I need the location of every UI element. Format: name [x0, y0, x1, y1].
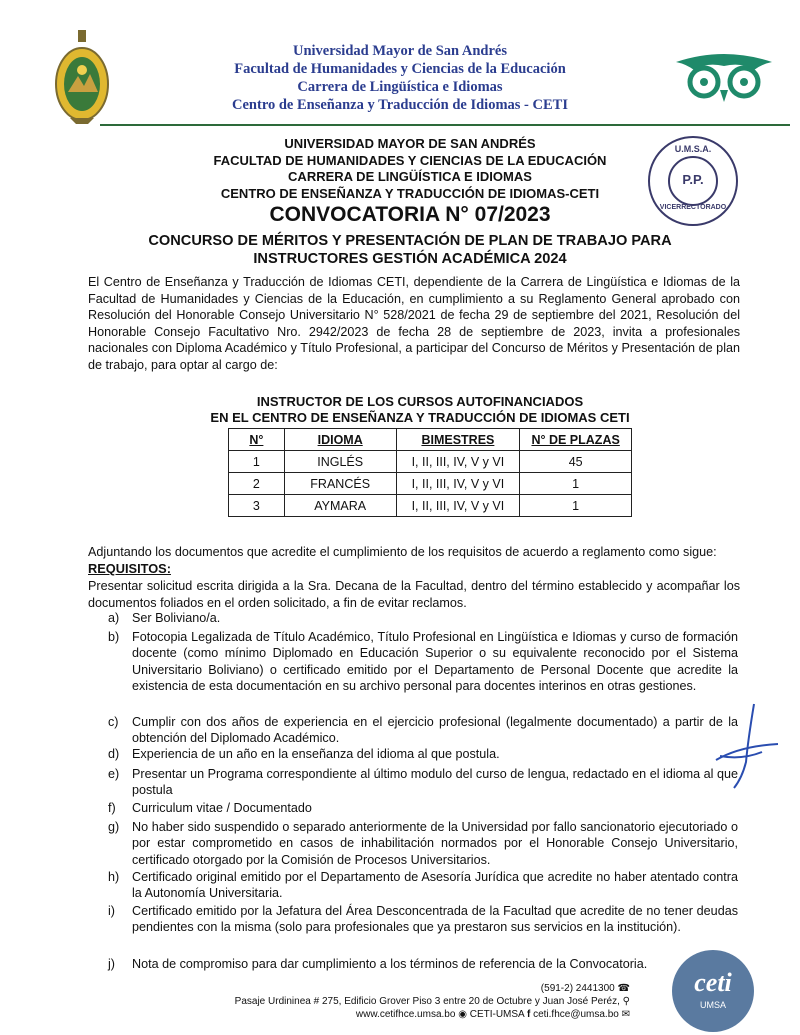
table-row [229, 473, 632, 495]
list-item [108, 714, 738, 747]
table-cell: I, II, III, IV, V y VI [396, 451, 520, 473]
stamp-bottom-text: VICERRECTORADO [659, 204, 727, 211]
list-item-text: Fotocopia Legalizada de Título Académico, Título Profesional en Lingüística e Idiomas y curso de formación docente (como mínimo Diplomado en Educación Superior o su equivalente reconocido por el Sistema Universitario Boliviano) o certificado emitido por el Departamento de Personal Docente que acredite la existencia de esta documentación en su archivo personal para docentes interinos en otras gestiones. [132, 630, 738, 693]
table-cell: I, II, III, IV, V y VI [396, 473, 520, 495]
requisitos-intro: Presentar solicitud escrita dirigida a la Sra. Decana de la Facultad, dentro del término establecido y acompañar los documentos foliados en el orden solicitado, a fin de evitar reclamos. [88, 579, 740, 610]
ceti-logo-sub: UMSA [699, 1000, 726, 1010]
table-cell: AYMARA [284, 495, 396, 517]
convocatoria-title: CONVOCATORIA N° 07/2023 [269, 203, 551, 226]
footer-address: Pasaje Urdininea # 275, Edificio Grover Piso 3 entre 20 de Octubre y Juan José Peréz, [234, 996, 620, 1007]
list-item-text: Certificado emitido por la Jefatura del Área Desconcentrada de la Facultad que acredite de no tener deudas pendientes con la misma (solo para profesionales que ya prestaron sus servicios en la institución). [132, 904, 738, 935]
ceti-logo-text: ceti [694, 968, 732, 997]
footer-phone: (591-2) 2441300 [540, 983, 615, 994]
adjuntando-text: Adjuntando los documentos que acredite el cumplimiento de los requisitos de acuerdo a reglamento como sigue: [88, 545, 717, 559]
table-cell: 1 [229, 451, 285, 473]
requisitos-title: REQUISITOS: [88, 561, 171, 576]
list-item [108, 610, 738, 626]
header-divider [100, 124, 790, 126]
heading-line1: UNIVERSIDAD MAYOR DE SAN ANDRÉS [284, 136, 536, 151]
list-item [108, 869, 738, 902]
letterhead-line1: Universidad Mayor de San Andrés [292, 43, 508, 59]
list-item-letter: d) [108, 747, 120, 761]
heading-line4: CENTRO DE ENSEÑANZA Y TRADUCCIÓN DE IDIOMAS-CETI [220, 185, 600, 201]
list-item [108, 629, 738, 694]
letterhead-line2: Facultad de Humanidades y Ciencias de la Educación [234, 61, 566, 77]
list-item-text: Nota de compromiso para dar cumplimiento a los términos de referencia de la Convocatoria. [132, 957, 648, 971]
list-item-text: Curriculum vitae / Documentado [132, 801, 312, 815]
concurso-line1: CONCURSO DE MÉRITOS Y PRESENTACIÓN DE PLAN DE TRABAJO PARA [148, 233, 672, 249]
concurso-line2: INSTRUCTORES GESTIÓN ACADÉMICA 2024 [253, 251, 567, 267]
table-cell: 3 [229, 495, 285, 517]
list-item [108, 800, 738, 816]
ceti-logo [672, 950, 754, 1032]
table-cell: INGLÉS [284, 451, 396, 473]
table-row [229, 495, 632, 517]
list-item-letter: g) [108, 820, 120, 834]
list-item [108, 903, 738, 936]
table-header-cell: N° [229, 429, 285, 451]
list-item [108, 766, 738, 799]
owl-logo-icon [672, 52, 776, 106]
footer-web[interactable]: www.cetifhce.umsa.bo [355, 1009, 456, 1020]
list-item-text: Ser Boliviano/a. [132, 611, 221, 625]
list-item-text: No haber sido suspendido o separado anteriormente de la Universidad por fallo sancionatorio ejecutoriado o por estar comprometido en casos de inhabilitación normados por el Honorable Consejo Universitario, certificado otorgado por la Comisión de Procesos Universitarios. [132, 820, 738, 867]
phone-icon: ☎ [617, 983, 630, 994]
table-cell: FRANCÉS [284, 473, 396, 495]
heading-line2: FACULTAD DE HUMANIDADES Y CIENCIAS DE LA EDUCACIÓN [213, 152, 607, 168]
list-item-letter: h) [108, 870, 120, 884]
list-item [108, 746, 738, 762]
footer-email[interactable]: ceti.fhce@umsa.bo [533, 1009, 619, 1020]
table-title-line1: INSTRUCTOR DE LOS CURSOS AUTOFINANCIADOS [256, 394, 584, 409]
table-header-cell: IDIOMA [284, 429, 396, 451]
list-item-letter: e) [108, 767, 120, 781]
globe-icon: ◉ [458, 1009, 467, 1020]
table-cell: 2 [229, 473, 285, 495]
table-header-cell: N° DE PLAZAS [520, 429, 632, 451]
stamp-top-text: U.M.S.A. [674, 144, 712, 154]
list-item-letter: c) [108, 715, 119, 729]
location-pin-icon: ⚲ [622, 996, 630, 1007]
list-item-letter: j) [108, 957, 115, 971]
facebook-icon: f [526, 1009, 531, 1020]
stamp-center-text: P.P. [682, 172, 704, 187]
list-item [108, 956, 738, 972]
letterhead-line3: Carrera de Lingüística e Idiomas [297, 79, 503, 95]
table-header-row [229, 429, 632, 451]
table-row [229, 451, 632, 473]
letterhead-line4: Centro de Enseñanza y Traducción de Idiomas - CETI [232, 97, 568, 113]
signature-icon [712, 700, 782, 790]
table-cell: I, II, III, IV, V y VI [396, 495, 520, 517]
table-header-cell: BIMESTRES [396, 429, 520, 451]
list-item-letter: f) [108, 801, 116, 815]
university-seal-icon [52, 28, 112, 124]
table-cell: 45 [520, 451, 632, 473]
heading-line3: CARRERA DE LINGÜÍSTICA E IDIOMAS [288, 169, 532, 184]
list-item-letter: a) [108, 611, 120, 625]
list-item-text: Presentar un Programa correspondiente al último modulo del curso de lengua, redactado en el idioma al que postula [132, 767, 738, 798]
pp-stamp [648, 136, 738, 226]
table-title-line2: EN EL CENTRO DE ENSEÑANZA Y TRADUCCIÓN DE IDIOMAS CETI [210, 410, 630, 425]
list-item-letter: b) [108, 630, 120, 644]
footer-facebook[interactable]: CETI-UMSA [469, 1009, 525, 1020]
email-icon: ✉ [621, 1009, 630, 1020]
plazas-table [228, 428, 632, 517]
intro-paragraph: El Centro de Enseñanza y Traducción de Idiomas CETI, dependiente de la Carrera de Lingüística e Idiomas de la Facultad de Humanidades y Ciencias de la Educación, en cumplimiento a su Reglamento General aprobado con Resolución del Honorable Consejo Universitario N° 528/2021 de fecha 29 de septiembre del 2021, Resolución del Honorable Consejo Facultativo Nro. 2942/2023 de fecha 28 de septiembre de 2023, invita a profesionales nacionales con Diploma Académico y Título Profesional, a participar del Concurso de Méritos y Presentación de plan de trabajo, para optar al cargo de: [88, 275, 740, 372]
list-item-letter: i) [108, 904, 115, 918]
table-cell: 1 [520, 473, 632, 495]
list-item [108, 819, 738, 868]
list-item-text: Certificado original emitido por el Departamento de Asesoría Jurídica que acredite no haber atentado contra la Autonomía Universitaria. [132, 870, 738, 901]
list-item-text: Cumplir con dos años de experiencia en el ejercicio profesional (legalmente documentado) a partir de la obtención del Diplomado Académico. [132, 715, 738, 746]
table-cell: 1 [520, 495, 632, 517]
list-item-text: Experiencia de un año en la enseñanza del idioma al que postula. [132, 747, 500, 761]
